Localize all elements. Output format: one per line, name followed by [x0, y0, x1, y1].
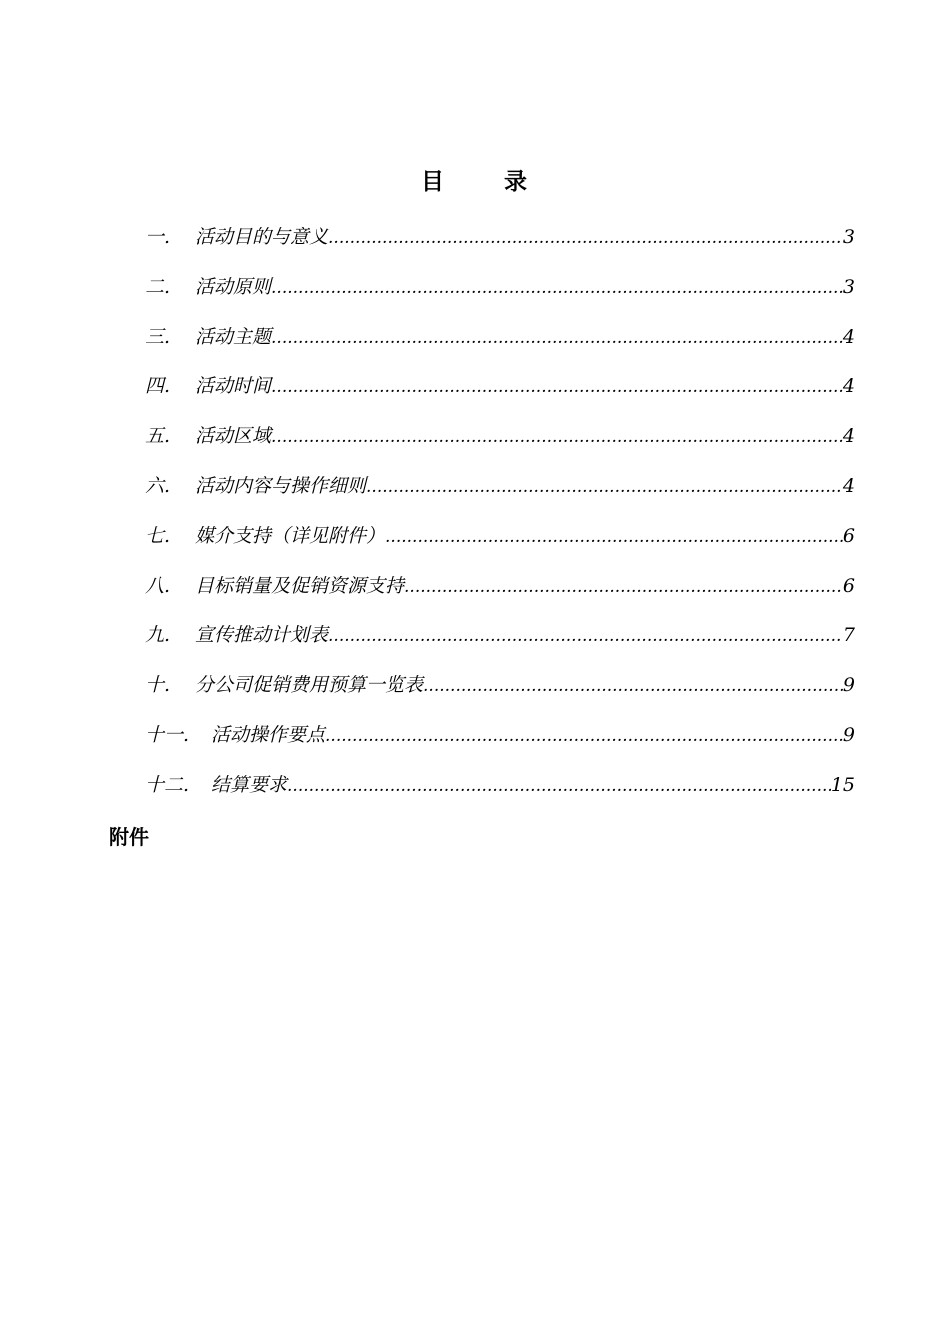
- toc-entry[interactable]: [145, 521, 855, 571]
- toc-leader-dots: [325, 721, 843, 751]
- toc-entry-number: 十一.: [145, 723, 190, 746]
- toc-entry-page: 6: [842, 524, 855, 547]
- toc-entry[interactable]: [145, 421, 855, 471]
- toc-entry-page: 9: [842, 723, 855, 746]
- toc-entry-page: 3: [842, 275, 855, 298]
- toc-leader-dots: [404, 572, 843, 602]
- toc-entry-number: 四.: [145, 375, 171, 398]
- toc-entry-page: 7: [842, 624, 855, 647]
- toc-entry-number: 七.: [145, 524, 171, 547]
- page-title: [0, 163, 950, 196]
- toc-leader-dots: [423, 671, 843, 701]
- toc-leader-dots: [328, 621, 843, 651]
- toc-entry-number: 十.: [145, 674, 171, 697]
- toc-entry-page: 4: [842, 474, 855, 497]
- toc-entry-number: 十二.: [145, 773, 190, 796]
- toc-entry[interactable]: [145, 670, 855, 720]
- toc-entry-title: 分公司促销费用预算一览表: [195, 674, 424, 697]
- toc-entry-title: 活动主题: [195, 325, 272, 348]
- toc-leader-dots: [271, 372, 843, 402]
- toc-entry-title: 结算要求: [211, 773, 288, 796]
- toc-leader-dots: [366, 472, 843, 502]
- toc-leader-dots: [271, 273, 843, 303]
- appendix-heading: 附件: [109, 825, 149, 849]
- toc-entry[interactable]: [145, 272, 855, 322]
- toc-entry[interactable]: [145, 770, 855, 820]
- toc-entry[interactable]: [145, 222, 855, 272]
- toc-entry[interactable]: [145, 371, 855, 421]
- toc-entry-page: 6: [842, 574, 855, 597]
- toc-entry-number: 一.: [145, 226, 171, 248]
- toc-entry-number: 六.: [145, 474, 171, 497]
- table-of-contents: [145, 222, 855, 820]
- toc-entry-number: 九.: [145, 624, 171, 647]
- toc-entry-title: 目标销量及促销资源支持: [195, 574, 405, 597]
- toc-entry-page: 9: [842, 674, 855, 697]
- toc-entry-title: 宣传推动计划表: [195, 624, 329, 647]
- toc-entry[interactable]: [145, 571, 855, 621]
- toc-entry[interactable]: [145, 620, 855, 670]
- toc-entry-page: 3: [842, 226, 855, 248]
- toc-entry-number: 五.: [145, 425, 171, 448]
- toc-entry-title: 活动原则: [195, 275, 272, 298]
- toc-entry-title: 活动内容与操作细则: [195, 474, 367, 497]
- toc-entry-page: 15: [830, 773, 855, 796]
- toc-entry-page: 4: [842, 325, 855, 348]
- toc-entry-page: 4: [842, 425, 855, 448]
- toc-entry[interactable]: [145, 471, 855, 521]
- toc-leader-dots: [328, 223, 843, 253]
- toc-entry-title: 活动目的与意义: [195, 226, 329, 248]
- toc-entry-number: 二.: [145, 275, 171, 298]
- toc-entry[interactable]: [145, 322, 855, 372]
- toc-entry-title: 活动操作要点: [211, 723, 326, 746]
- toc-entry-number: 八.: [145, 574, 171, 597]
- toc-leader-dots: [385, 522, 843, 552]
- title-char-2: 录: [504, 169, 529, 195]
- toc-leader-dots: [287, 771, 831, 801]
- toc-entry-title: 活动时间: [195, 375, 272, 398]
- toc-entry-number: 三.: [145, 325, 171, 348]
- toc-entry-title: 活动区域: [195, 425, 272, 448]
- toc-leader-dots: [271, 422, 843, 452]
- toc-entry-page: 4: [842, 375, 855, 398]
- toc-entry[interactable]: [145, 720, 855, 770]
- toc-leader-dots: [271, 323, 843, 353]
- toc-entry-title: 媒介支持（详见附件）: [195, 524, 386, 547]
- title-char-1: 目: [421, 169, 446, 195]
